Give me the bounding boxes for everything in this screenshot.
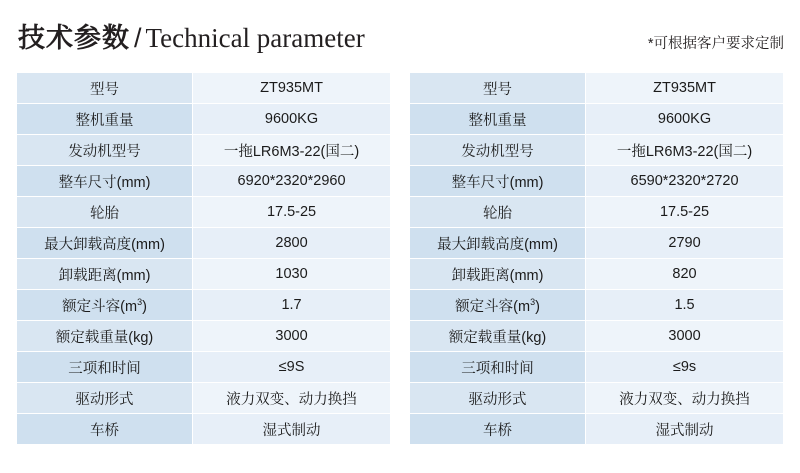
spec-value-cell: 17.5-25 bbox=[586, 197, 784, 228]
spec-value-cell: 820 bbox=[586, 259, 784, 290]
table-row bbox=[410, 166, 784, 197]
page-title-separator: / bbox=[134, 23, 142, 53]
page-title-cn: 技术参数 bbox=[18, 23, 130, 53]
spec-label-cell: 型号 bbox=[17, 73, 193, 104]
spec-label-cell: 额定斗容$(m^3)$ bbox=[410, 290, 586, 321]
spec-label-cell: 卸载距离(mm) bbox=[410, 259, 586, 290]
table-row bbox=[410, 197, 784, 228]
table-row bbox=[17, 197, 391, 228]
spec-label-cell: 轮胎 bbox=[17, 197, 193, 228]
table-row bbox=[17, 414, 391, 445]
table-row bbox=[17, 290, 391, 321]
spec-value-cell: ≤9s bbox=[586, 352, 784, 383]
spec-value-cell: 湿式制动 bbox=[193, 414, 391, 445]
table-row bbox=[410, 352, 784, 383]
table-row bbox=[17, 166, 391, 197]
spec-table-left bbox=[16, 72, 391, 445]
spec-value-cell: 一拖LR6M3-22(国二) bbox=[586, 135, 784, 166]
spec-label-cell: 三项和时间 bbox=[410, 352, 586, 383]
spec-value-cell: 1.7 bbox=[193, 290, 391, 321]
spec-label-cell: 车桥 bbox=[17, 414, 193, 445]
spec-value-cell: 液力双变、动力换挡 bbox=[586, 383, 784, 414]
spec-label-cell: 额定载重量(kg) bbox=[17, 321, 193, 352]
spec-value-cell: ZT935MT bbox=[586, 73, 784, 104]
spec-label-cell: 最大卸载高度(mm) bbox=[17, 228, 193, 259]
spec-tables-container bbox=[16, 72, 784, 445]
spec-value-cell: 6590*2320*2720 bbox=[586, 166, 784, 197]
spec-value-cell: 2800 bbox=[193, 228, 391, 259]
table-row bbox=[17, 104, 391, 135]
spec-label-cell: 驱动形式 bbox=[410, 383, 586, 414]
spec-value-cell: 3000 bbox=[586, 321, 784, 352]
spec-label-cell: 最大卸载高度(mm) bbox=[410, 228, 586, 259]
spec-label-cell: 整车尺寸(mm) bbox=[17, 166, 193, 197]
spec-label-cell: 卸载距离(mm) bbox=[17, 259, 193, 290]
table-row bbox=[410, 73, 784, 104]
spec-label-cell: 驱动形式 bbox=[17, 383, 193, 414]
table-row bbox=[17, 352, 391, 383]
spec-label-cell: 型号 bbox=[410, 73, 586, 104]
spec-table-right-body bbox=[410, 73, 784, 445]
table-row bbox=[17, 228, 391, 259]
table-row bbox=[17, 259, 391, 290]
spec-label-cell: 整机重量 bbox=[17, 104, 193, 135]
table-row bbox=[17, 135, 391, 166]
customization-note: *可根据客户要求定制 bbox=[647, 36, 784, 52]
spec-value-cell: 2790 bbox=[586, 228, 784, 259]
table-row bbox=[410, 290, 784, 321]
spec-value-cell: 3000 bbox=[193, 321, 391, 352]
spec-value-cell: 9600KG bbox=[586, 104, 784, 135]
table-row bbox=[410, 383, 784, 414]
spec-value-cell: 1.5 bbox=[586, 290, 784, 321]
table-row bbox=[410, 414, 784, 445]
spec-table-left-body bbox=[17, 73, 391, 445]
table-row bbox=[410, 135, 784, 166]
spec-label-cell: 整车尺寸(mm) bbox=[410, 166, 586, 197]
spec-label-cell: 发动机型号 bbox=[410, 135, 586, 166]
table-row bbox=[17, 383, 391, 414]
spec-label-cell: 整机重量 bbox=[410, 104, 586, 135]
spec-value-cell: 1030 bbox=[193, 259, 391, 290]
table-row bbox=[17, 321, 391, 352]
table-row bbox=[410, 228, 784, 259]
spec-value-cell: 6920*2320*2960 bbox=[193, 166, 391, 197]
spec-label-cell: 额定斗容$(m^3)$ bbox=[17, 290, 193, 321]
spec-value-cell: 17.5-25 bbox=[193, 197, 391, 228]
page-header bbox=[0, 18, 800, 64]
spec-value-cell: 湿式制动 bbox=[586, 414, 784, 445]
spec-value-cell: ≤9S bbox=[193, 352, 391, 383]
table-row bbox=[410, 259, 784, 290]
spec-label-cell: 额定载重量(kg) bbox=[410, 321, 586, 352]
page-title-en: Technical parameter bbox=[145, 23, 365, 53]
table-row bbox=[410, 104, 784, 135]
spec-value-cell: 9600KG bbox=[193, 104, 391, 135]
spec-value-cell: ZT935MT bbox=[193, 73, 391, 104]
spec-label-cell: 三项和时间 bbox=[17, 352, 193, 383]
spec-label-cell: 发动机型号 bbox=[17, 135, 193, 166]
table-row bbox=[410, 321, 784, 352]
spec-value-cell: 液力双变、动力换挡 bbox=[193, 383, 391, 414]
table-row bbox=[17, 73, 391, 104]
spec-label-cell: 轮胎 bbox=[410, 197, 586, 228]
page-title bbox=[18, 18, 365, 58]
spec-table-right bbox=[409, 72, 784, 445]
spec-value-cell: 一拖LR6M3-22(国二) bbox=[193, 135, 391, 166]
spec-label-cell: 车桥 bbox=[410, 414, 586, 445]
